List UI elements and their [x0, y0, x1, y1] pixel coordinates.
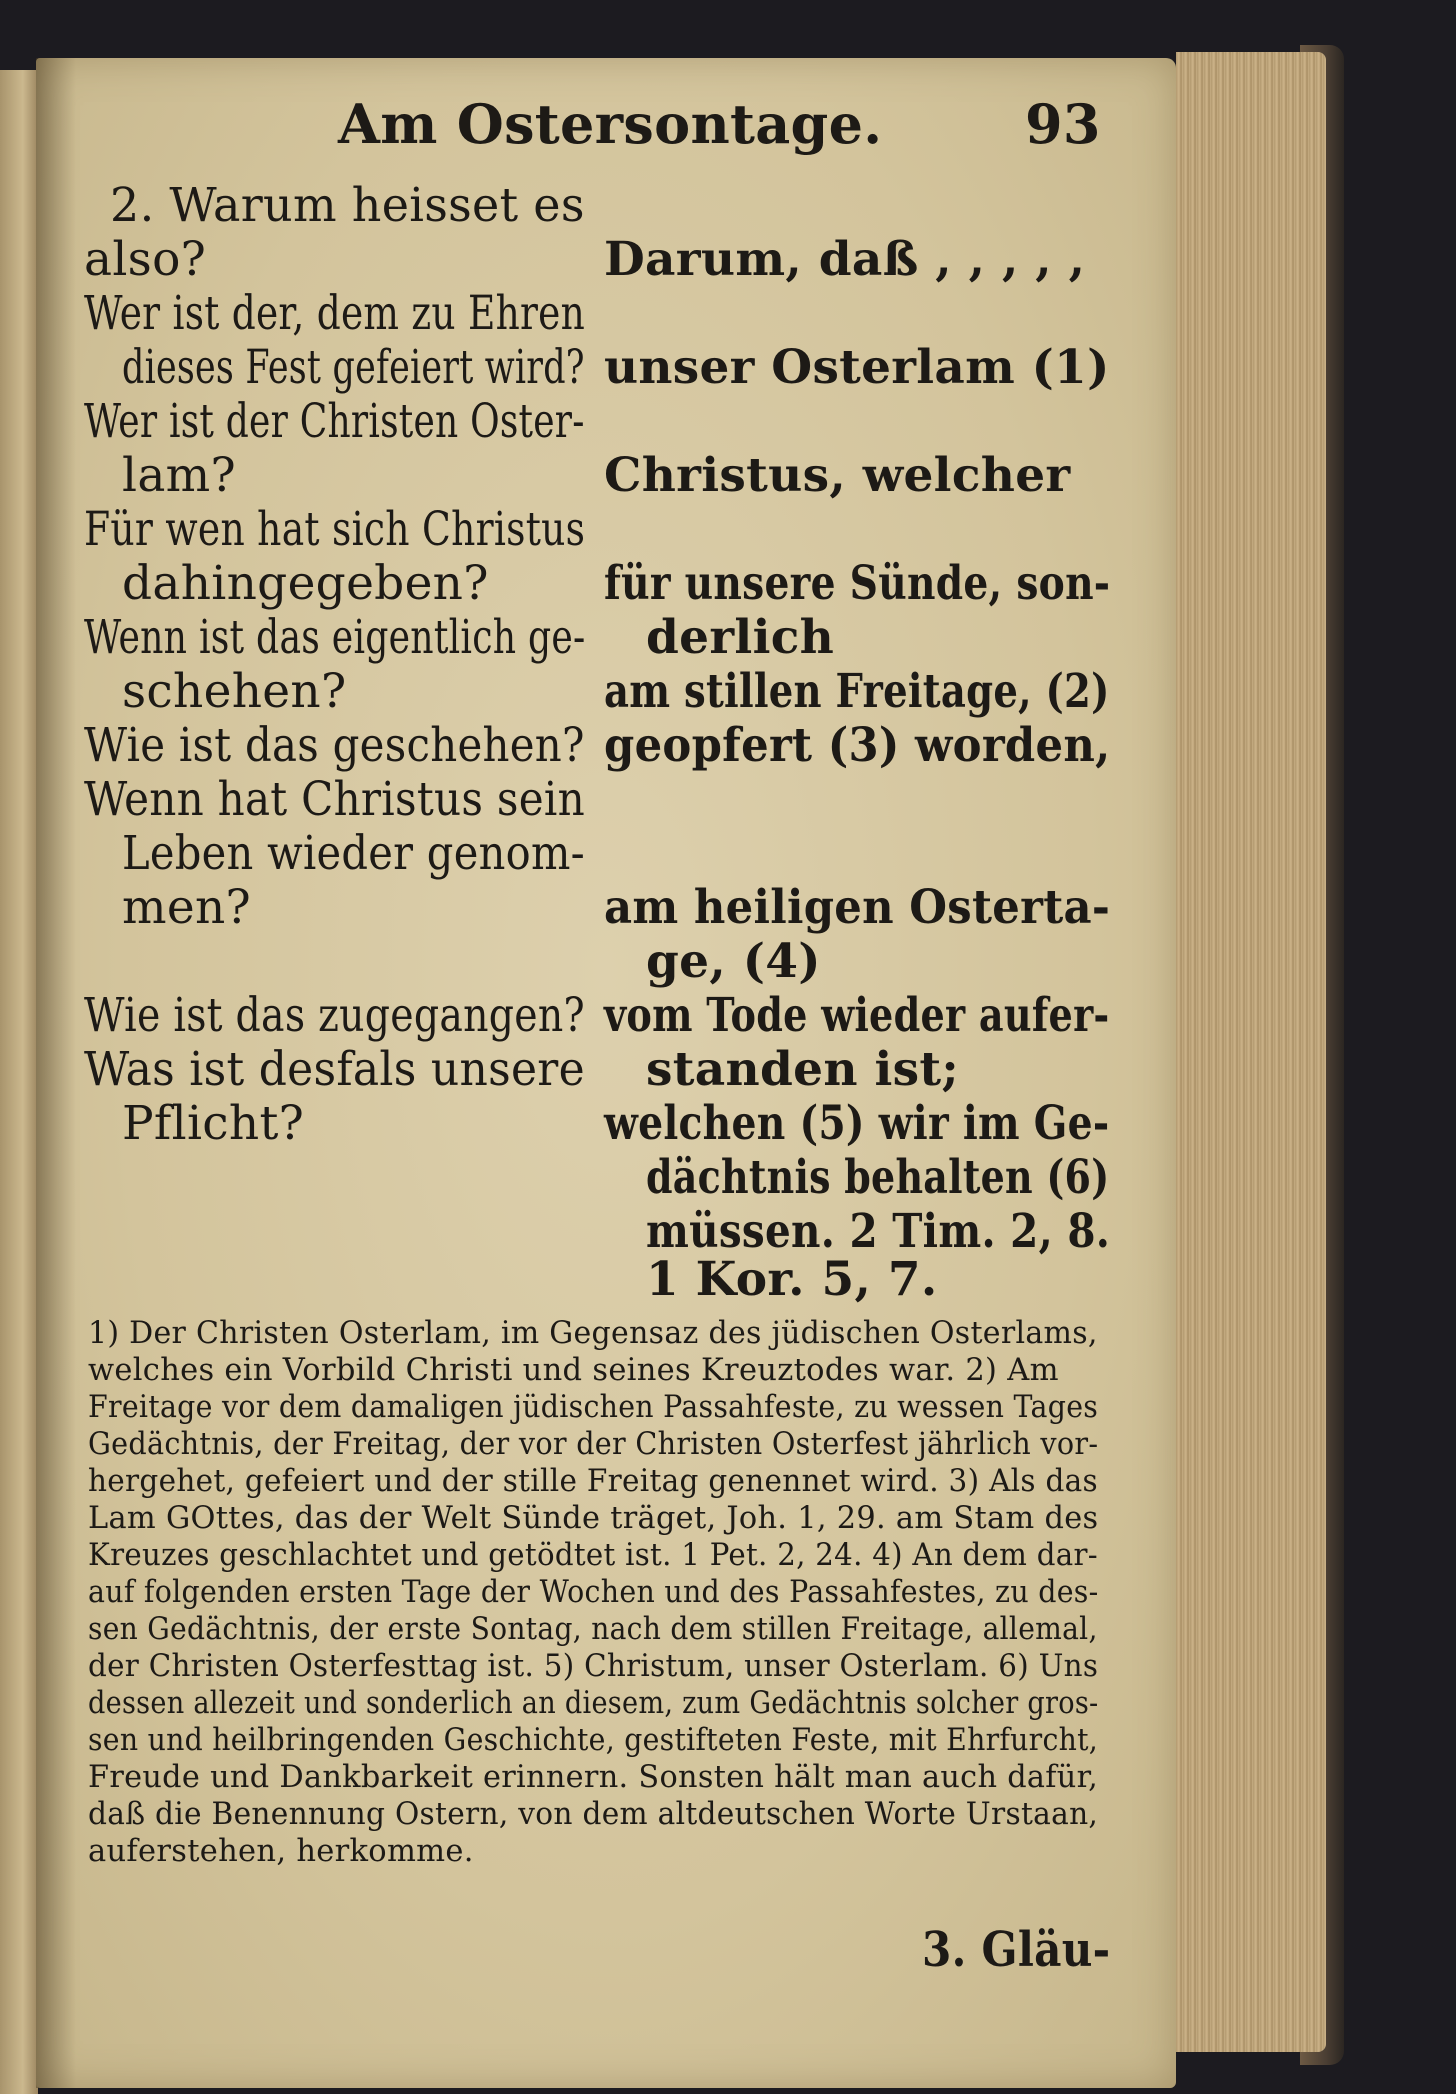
answer-line: Christus, welcher: [604, 448, 1071, 503]
footnote-line: Kreuzes geschlachtet und getödtet ist. 1 Pet. 2, 24. 4) An dem dar-: [88, 1538, 1098, 1573]
question-line: Wenn hat Christus sein: [84, 772, 586, 827]
answer-line: ge, (4): [646, 934, 821, 989]
answer-line: derlich: [646, 610, 835, 665]
footnote-line: auf folgenden ersten Tage der Wochen und des Passahfestes, zu des-: [88, 1575, 1099, 1610]
footnote-line: Freude und Dankbarkeit erinnern. Sonsten hält man auch dafür,: [88, 1760, 1099, 1795]
question-line: Was ist desfals unsere: [84, 1042, 585, 1097]
question-line: Wenn ist das eigentlich ge-: [84, 610, 586, 665]
footnote-line: Lam GOttes, das der Welt Sünde träget, Joh. 1, 29. am Stam des: [88, 1501, 1099, 1536]
question-line: 2. Warum heisset es: [110, 178, 585, 233]
answer-line: geopfert (3) worden,: [604, 718, 1111, 773]
question-line: men?: [122, 880, 252, 935]
answer-line: Darum, daß , , , , ,: [604, 232, 1086, 287]
page-number: 93: [1025, 92, 1101, 156]
answer-line: unser Osterlam (1): [604, 340, 1110, 395]
answer-line: dächtnis behalten (6): [646, 1150, 1110, 1205]
question-line: Wie ist das zugegangen?: [84, 988, 585, 1043]
footnote-line: sen Gedächtnis, der erste Sontag, nach dem stillen Freitage, allemal,: [88, 1612, 1098, 1647]
footnote-line: sen und heilbringenden Geschichte, gestifteten Feste, mit Ehrfurcht,: [88, 1723, 1099, 1758]
running-title: Am Ostersontage.: [338, 92, 883, 156]
answer-line: am heiligen Osterta-: [604, 880, 1111, 935]
gutter-shadow: [36, 58, 76, 2088]
answer-line: standen ist;: [646, 1042, 960, 1097]
footnote-line: der Christen Osterfesttag ist. 5) Christum, unser Osterlam. 6) Uns: [88, 1649, 1099, 1684]
answer-line: vom Tode wieder aufer-: [604, 988, 1110, 1043]
footnote-line: Gedächtnis, der Freitag, der vor der Christen Osterfest jährlich vor-: [88, 1427, 1099, 1462]
footnote-line: auferstehen, herkomme.: [88, 1834, 474, 1869]
question-line: Für wen hat sich Christus: [84, 502, 586, 557]
answer-line: am stillen Freitage, (2): [604, 664, 1110, 719]
footnote-line: hergehet, gefeiert und der stille Freitag genennet wird. 3) Als das: [88, 1464, 1098, 1499]
question-line: Wie ist das geschehen?: [84, 718, 585, 773]
question-line: dahingegeben?: [122, 556, 489, 611]
question-line: Leben wieder genom-: [122, 826, 585, 881]
footnote-line: Freitage vor dem damaligen jüdischen Passahfeste, zu wessen Tages: [88, 1390, 1099, 1425]
question-line: Wer ist der, dem zu Ehren: [84, 286, 585, 341]
footnote-line: welches ein Vorbild Christi und seines Kreuztodes war. 2) Am: [88, 1353, 1059, 1388]
answer-line: welchen (5) wir im Ge-: [604, 1096, 1110, 1151]
question-line: also?: [84, 232, 207, 287]
catchword: 3. Gläu-: [922, 1922, 1111, 1978]
question-line: Wer ist der Christen Oster-: [84, 394, 585, 449]
footnote-line: daß die Benennung Ostern, von dem altdeutschen Worte Urstaan,: [88, 1797, 1099, 1832]
footnote-line: dessen allezeit und sonderlich an diesem, zum Gedächtnis solcher gros-: [88, 1686, 1099, 1721]
question-line: schehen?: [122, 664, 347, 719]
page-stack-edge: [1176, 52, 1326, 2052]
answer-line: 1 Kor. 5, 7.: [646, 1252, 938, 1307]
facing-page-edge: [0, 70, 38, 2094]
question-line: Pflicht?: [122, 1096, 305, 1151]
footnote-line: 1) Der Christen Osterlam, im Gegensaz des jüdischen Osterlams,: [88, 1316, 1098, 1351]
question-line: lam?: [122, 448, 237, 503]
answer-line: müssen. 2 Tim. 2, 8.: [646, 1204, 1111, 1259]
answer-line: für unsere Sünde, son-: [604, 556, 1111, 611]
question-line: dieses Fest gefeiert wird?: [122, 340, 585, 395]
